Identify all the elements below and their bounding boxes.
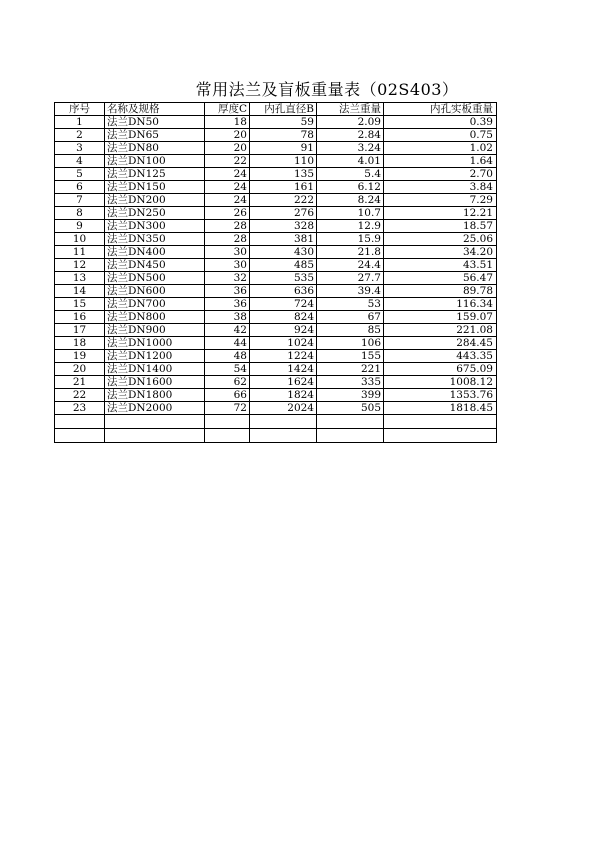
cell-inner-diameter: 2024 bbox=[250, 402, 317, 415]
cell-name: 法兰DN900 bbox=[105, 324, 205, 337]
cell-solid-plate-weight: 1.02 bbox=[384, 142, 497, 155]
table-row bbox=[55, 324, 497, 337]
cell-inner-diameter: 1824 bbox=[250, 389, 317, 402]
cell-inner-diameter: 430 bbox=[250, 246, 317, 259]
table-header-row bbox=[55, 103, 497, 116]
cell-flange-weight: 155 bbox=[317, 350, 384, 363]
empty-cell bbox=[250, 415, 317, 429]
cell-name: 法兰DN1600 bbox=[105, 376, 205, 389]
cell-name: 法兰DN800 bbox=[105, 311, 205, 324]
cell-thickness: 44 bbox=[205, 337, 250, 350]
cell-index: 11 bbox=[55, 246, 105, 259]
cell-name: 法兰DN1200 bbox=[105, 350, 205, 363]
cell-solid-plate-weight: 12.21 bbox=[384, 207, 497, 220]
cell-thickness: 32 bbox=[205, 272, 250, 285]
cell-inner-diameter: 222 bbox=[250, 194, 317, 207]
cell-index: 1 bbox=[55, 116, 105, 129]
cell-inner-diameter: 535 bbox=[250, 272, 317, 285]
cell-inner-diameter: 824 bbox=[250, 311, 317, 324]
cell-flange-weight: 8.24 bbox=[317, 194, 384, 207]
cell-solid-plate-weight: 284.45 bbox=[384, 337, 497, 350]
cell-thickness: 22 bbox=[205, 155, 250, 168]
cell-index: 12 bbox=[55, 259, 105, 272]
empty-cell bbox=[317, 415, 384, 429]
cell-index: 4 bbox=[55, 155, 105, 168]
cell-solid-plate-weight: 0.39 bbox=[384, 116, 497, 129]
table-row bbox=[55, 298, 497, 311]
table-body bbox=[55, 116, 497, 443]
cell-inner-diameter: 724 bbox=[250, 298, 317, 311]
empty-cell bbox=[384, 415, 497, 429]
cell-index: 7 bbox=[55, 194, 105, 207]
cell-flange-weight: 399 bbox=[317, 389, 384, 402]
cell-thickness: 24 bbox=[205, 194, 250, 207]
flange-weight-table bbox=[54, 102, 497, 443]
cell-index: 18 bbox=[55, 337, 105, 350]
cell-flange-weight: 15.9 bbox=[317, 233, 384, 246]
cell-inner-diameter: 1024 bbox=[250, 337, 317, 350]
cell-solid-plate-weight: 1.64 bbox=[384, 155, 497, 168]
header-flange-weight: 法兰重量 bbox=[317, 103, 384, 116]
cell-index: 14 bbox=[55, 285, 105, 298]
cell-solid-plate-weight: 43.51 bbox=[384, 259, 497, 272]
cell-name: 法兰DN100 bbox=[105, 155, 205, 168]
cell-solid-plate-weight: 56.47 bbox=[384, 272, 497, 285]
table-row bbox=[55, 246, 497, 259]
cell-inner-diameter: 91 bbox=[250, 142, 317, 155]
cell-thickness: 36 bbox=[205, 285, 250, 298]
cell-index: 17 bbox=[55, 324, 105, 337]
cell-name: 法兰DN65 bbox=[105, 129, 205, 142]
cell-name: 法兰DN600 bbox=[105, 285, 205, 298]
cell-flange-weight: 12.9 bbox=[317, 220, 384, 233]
empty-cell bbox=[105, 415, 205, 429]
cell-inner-diameter: 78 bbox=[250, 129, 317, 142]
cell-solid-plate-weight: 221.08 bbox=[384, 324, 497, 337]
cell-flange-weight: 24.4 bbox=[317, 259, 384, 272]
table-row bbox=[55, 350, 497, 363]
cell-inner-diameter: 110 bbox=[250, 155, 317, 168]
cell-solid-plate-weight: 18.57 bbox=[384, 220, 497, 233]
cell-thickness: 38 bbox=[205, 311, 250, 324]
cell-flange-weight: 505 bbox=[317, 402, 384, 415]
cell-thickness: 26 bbox=[205, 207, 250, 220]
cell-solid-plate-weight: 1008.12 bbox=[384, 376, 497, 389]
cell-name: 法兰DN150 bbox=[105, 181, 205, 194]
cell-index: 22 bbox=[55, 389, 105, 402]
cell-thickness: 24 bbox=[205, 168, 250, 181]
cell-flange-weight: 67 bbox=[317, 311, 384, 324]
cell-inner-diameter: 1424 bbox=[250, 363, 317, 376]
cell-thickness: 62 bbox=[205, 376, 250, 389]
empty-cell bbox=[205, 415, 250, 429]
cell-solid-plate-weight: 25.06 bbox=[384, 233, 497, 246]
cell-solid-plate-weight: 7.29 bbox=[384, 194, 497, 207]
table-row bbox=[55, 337, 497, 350]
cell-name: 法兰DN500 bbox=[105, 272, 205, 285]
cell-thickness: 28 bbox=[205, 233, 250, 246]
cell-index: 3 bbox=[55, 142, 105, 155]
cell-index: 19 bbox=[55, 350, 105, 363]
table-row bbox=[55, 285, 497, 298]
cell-solid-plate-weight: 34.20 bbox=[384, 246, 497, 259]
cell-index: 9 bbox=[55, 220, 105, 233]
cell-thickness: 28 bbox=[205, 220, 250, 233]
cell-solid-plate-weight: 675.09 bbox=[384, 363, 497, 376]
header-inner-diameter: 内孔直径B bbox=[250, 103, 317, 116]
cell-flange-weight: 85 bbox=[317, 324, 384, 337]
cell-flange-weight: 5.4 bbox=[317, 168, 384, 181]
cell-index: 21 bbox=[55, 376, 105, 389]
cell-flange-weight: 10.7 bbox=[317, 207, 384, 220]
table-row bbox=[55, 389, 497, 402]
cell-inner-diameter: 161 bbox=[250, 181, 317, 194]
table-row bbox=[55, 376, 497, 389]
table-row bbox=[55, 142, 497, 155]
cell-index: 6 bbox=[55, 181, 105, 194]
cell-thickness: 66 bbox=[205, 389, 250, 402]
cell-flange-weight: 221 bbox=[317, 363, 384, 376]
empty-cell bbox=[317, 429, 384, 443]
cell-name: 法兰DN125 bbox=[105, 168, 205, 181]
cell-index: 20 bbox=[55, 363, 105, 376]
table-row bbox=[55, 155, 497, 168]
cell-inner-diameter: 135 bbox=[250, 168, 317, 181]
cell-name: 法兰DN300 bbox=[105, 220, 205, 233]
cell-solid-plate-weight: 159.07 bbox=[384, 311, 497, 324]
cell-flange-weight: 53 bbox=[317, 298, 384, 311]
cell-solid-plate-weight: 0.75 bbox=[384, 129, 497, 142]
cell-thickness: 30 bbox=[205, 246, 250, 259]
cell-solid-plate-weight: 89.78 bbox=[384, 285, 497, 298]
empty-cell bbox=[105, 429, 205, 443]
empty-cell bbox=[205, 429, 250, 443]
cell-inner-diameter: 924 bbox=[250, 324, 317, 337]
header-solid-plate-weight: 内孔实板重量 bbox=[384, 103, 497, 116]
empty-cell bbox=[250, 429, 317, 443]
cell-thickness: 24 bbox=[205, 181, 250, 194]
cell-inner-diameter: 1224 bbox=[250, 350, 317, 363]
cell-flange-weight: 27.7 bbox=[317, 272, 384, 285]
cell-index: 13 bbox=[55, 272, 105, 285]
cell-thickness: 48 bbox=[205, 350, 250, 363]
table-row bbox=[55, 220, 497, 233]
cell-name: 法兰DN50 bbox=[105, 116, 205, 129]
table-row bbox=[55, 181, 497, 194]
cell-name: 法兰DN250 bbox=[105, 207, 205, 220]
header-index: 序号 bbox=[55, 103, 105, 116]
table-row bbox=[55, 233, 497, 246]
cell-index: 15 bbox=[55, 298, 105, 311]
cell-flange-weight: 3.24 bbox=[317, 142, 384, 155]
table-row bbox=[55, 363, 497, 376]
cell-flange-weight: 39.4 bbox=[317, 285, 384, 298]
empty-row bbox=[55, 429, 497, 443]
cell-inner-diameter: 59 bbox=[250, 116, 317, 129]
cell-thickness: 18 bbox=[205, 116, 250, 129]
cell-index: 5 bbox=[55, 168, 105, 181]
cell-inner-diameter: 328 bbox=[250, 220, 317, 233]
header-name: 名称及规格 bbox=[105, 103, 205, 116]
empty-cell bbox=[384, 429, 497, 443]
table-row bbox=[55, 194, 497, 207]
cell-index: 16 bbox=[55, 311, 105, 324]
cell-index: 2 bbox=[55, 129, 105, 142]
cell-inner-diameter: 276 bbox=[250, 207, 317, 220]
cell-solid-plate-weight: 116.34 bbox=[384, 298, 497, 311]
cell-flange-weight: 335 bbox=[317, 376, 384, 389]
cell-inner-diameter: 485 bbox=[250, 259, 317, 272]
empty-cell bbox=[55, 429, 105, 443]
cell-name: 法兰DN700 bbox=[105, 298, 205, 311]
cell-index: 10 bbox=[55, 233, 105, 246]
cell-flange-weight: 2.84 bbox=[317, 129, 384, 142]
cell-name: 法兰DN400 bbox=[105, 246, 205, 259]
cell-flange-weight: 6.12 bbox=[317, 181, 384, 194]
cell-flange-weight: 2.09 bbox=[317, 116, 384, 129]
cell-solid-plate-weight: 1353.76 bbox=[384, 389, 497, 402]
cell-solid-plate-weight: 443.35 bbox=[384, 350, 497, 363]
table-row bbox=[55, 207, 497, 220]
cell-thickness: 72 bbox=[205, 402, 250, 415]
cell-flange-weight: 4.01 bbox=[317, 155, 384, 168]
cell-thickness: 30 bbox=[205, 259, 250, 272]
cell-name: 法兰DN1400 bbox=[105, 363, 205, 376]
cell-thickness: 20 bbox=[205, 129, 250, 142]
cell-name: 法兰DN1000 bbox=[105, 337, 205, 350]
cell-index: 23 bbox=[55, 402, 105, 415]
table-row bbox=[55, 168, 497, 181]
cell-name: 法兰DN80 bbox=[105, 142, 205, 155]
cell-name: 法兰DN200 bbox=[105, 194, 205, 207]
cell-inner-diameter: 1624 bbox=[250, 376, 317, 389]
cell-inner-diameter: 636 bbox=[250, 285, 317, 298]
cell-name: 法兰DN2000 bbox=[105, 402, 205, 415]
table-row bbox=[55, 116, 497, 129]
table-row bbox=[55, 129, 497, 142]
table-row bbox=[55, 311, 497, 324]
cell-name: 法兰DN450 bbox=[105, 259, 205, 272]
cell-name: 法兰DN350 bbox=[105, 233, 205, 246]
cell-index: 8 bbox=[55, 207, 105, 220]
page-title: 常用法兰及盲板重量表（02S403） bbox=[195, 80, 459, 99]
cell-thickness: 36 bbox=[205, 298, 250, 311]
cell-inner-diameter: 381 bbox=[250, 233, 317, 246]
table-row bbox=[55, 272, 497, 285]
cell-solid-plate-weight: 1818.45 bbox=[384, 402, 497, 415]
cell-solid-plate-weight: 2.70 bbox=[384, 168, 497, 181]
table-row bbox=[55, 402, 497, 415]
cell-name: 法兰DN1800 bbox=[105, 389, 205, 402]
cell-thickness: 42 bbox=[205, 324, 250, 337]
cell-flange-weight: 106 bbox=[317, 337, 384, 350]
cell-thickness: 20 bbox=[205, 142, 250, 155]
cell-solid-plate-weight: 3.84 bbox=[384, 181, 497, 194]
cell-flange-weight: 21.8 bbox=[317, 246, 384, 259]
empty-cell bbox=[55, 415, 105, 429]
header-thickness: 厚度C bbox=[205, 103, 250, 116]
cell-thickness: 54 bbox=[205, 363, 250, 376]
table-row bbox=[55, 259, 497, 272]
empty-row bbox=[55, 415, 497, 429]
